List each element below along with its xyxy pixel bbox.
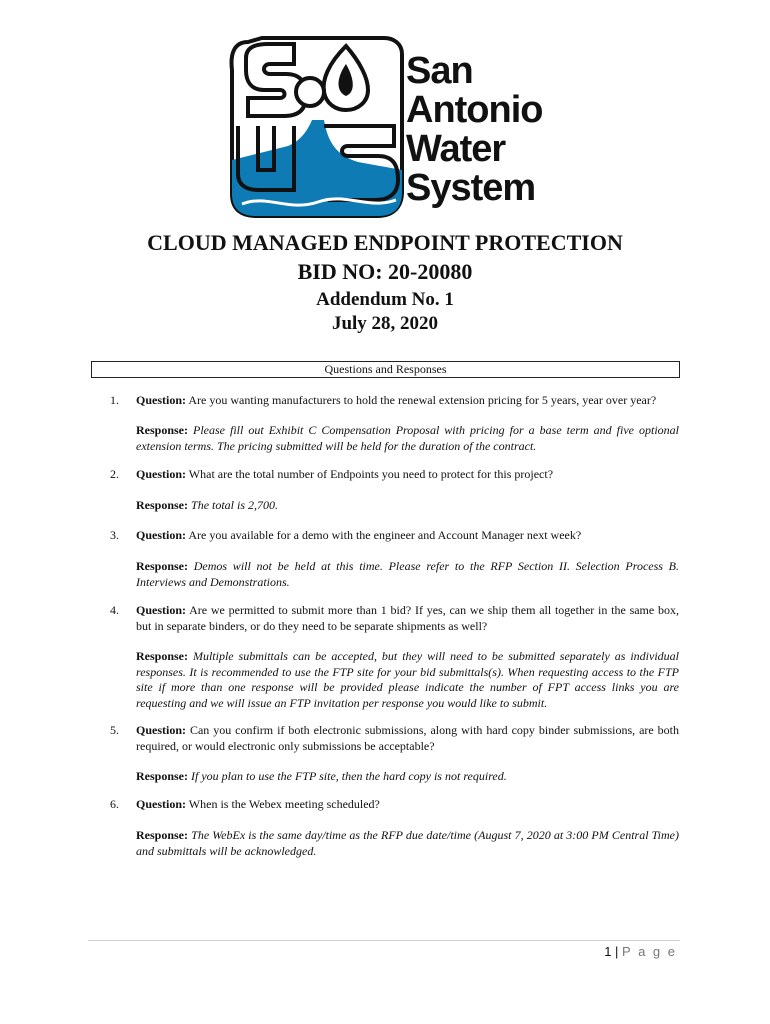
response-text [136,559,679,590]
question-body: When is the Webex meeting scheduled? [186,797,380,811]
logo-word-san: San [406,50,473,92]
question-text [136,797,679,813]
question-label: Question: [136,528,187,542]
response-body: Please fill out Exhibit C Compensation Proposal with pricing for a base term and five optional extension terms. The pricing submitted will be held for the duration of the contract. [136,423,679,453]
page-word: P a g e [622,944,677,959]
response-body: The total is 2,700. [188,498,279,512]
response-text [136,649,679,711]
page-footer [604,944,677,959]
question-body: Are you wanting manufacturers to hold the renewal extension pricing for 5 years, year over year? [186,393,657,407]
question-text [136,528,679,544]
question-label: Question: [136,723,187,737]
response-body: The WebEx is the same day/time as the RFP due date/time (August 7, 2020 at 3:00 PM Central Time) and submittals will be acknowledged. [136,828,679,858]
response-label: Response: [136,769,189,783]
logo-word-system: System [406,167,536,209]
page-number: 1 [604,944,612,959]
question-label: Question: [136,797,187,811]
question-text [136,723,679,754]
response-body: Demos will not be held at this time. Please refer to the RFP Section II. Selection Process B. Interviews and Demonstrations. [136,559,679,589]
saws-logo-mark [228,34,406,218]
question-body: Are you available for a demo with the engineer and Account Manager next week? [186,528,582,542]
question-body: Are we permitted to submit more than 1 bid? If yes, can we ship them all together in the same box, but in separate binders, or do they need to be separate shipments as well? [136,603,679,633]
item-number: 4. [110,603,119,617]
response-text [136,769,679,785]
response-label: Response: [136,649,189,663]
response-label: Response: [136,828,189,842]
item-number: 6. [110,797,119,811]
question-body: What are the total number of Endpoints you need to protect for this project? [186,467,554,481]
question-text [136,467,679,483]
addendum-number: Addendum No. 1 [316,289,454,310]
response-text [136,498,679,514]
response-text [136,828,679,859]
item-number: 5. [110,723,119,737]
page-separator: | [611,944,623,959]
question-label: Question: [136,393,187,407]
response-text [136,423,679,454]
logo-word-water: Water [406,128,506,170]
response-body: If you plan to use the FTP site, then the hard copy is not required. [188,769,507,783]
footer-divider [88,940,680,941]
addendum-date: July 28, 2020 [331,313,439,334]
item-number: 2. [110,467,119,481]
response-label: Response: [136,423,189,437]
question-body: Can you confirm if both electronic submissions, along with hard copy binder submissions, are both required, or would electronic only submissions be acceptable? [136,723,679,753]
saws-logo [228,34,543,218]
response-body: Multiple submittals can be accepted, but they will need to be submitted separately as individual responses. It is recommended to use the FTP site for your bid submittals(s). When requesting access to the FTP site if more than one response will be provided please indicate the number of FPT access links you are requesting and we will issue an FTP invitation per response you would like to submit. [136,649,679,710]
item-number: 1. [110,393,119,407]
item-number: 3. [110,528,119,542]
response-label: Response: [136,498,189,512]
logo-wordmark [406,52,543,208]
response-label: Response: [136,559,189,573]
logo-word-antonio: Antonio [406,89,543,131]
section-header: Questions and Responses [91,361,680,378]
question-text [136,603,679,634]
document-title: CLOUD MANAGED ENDPOINT PROTECTION [147,230,623,255]
question-label: Question: [136,467,187,481]
question-label: Question: [136,603,187,617]
bid-number: BID NO: 20-20080 [297,259,473,284]
question-text [136,393,679,409]
